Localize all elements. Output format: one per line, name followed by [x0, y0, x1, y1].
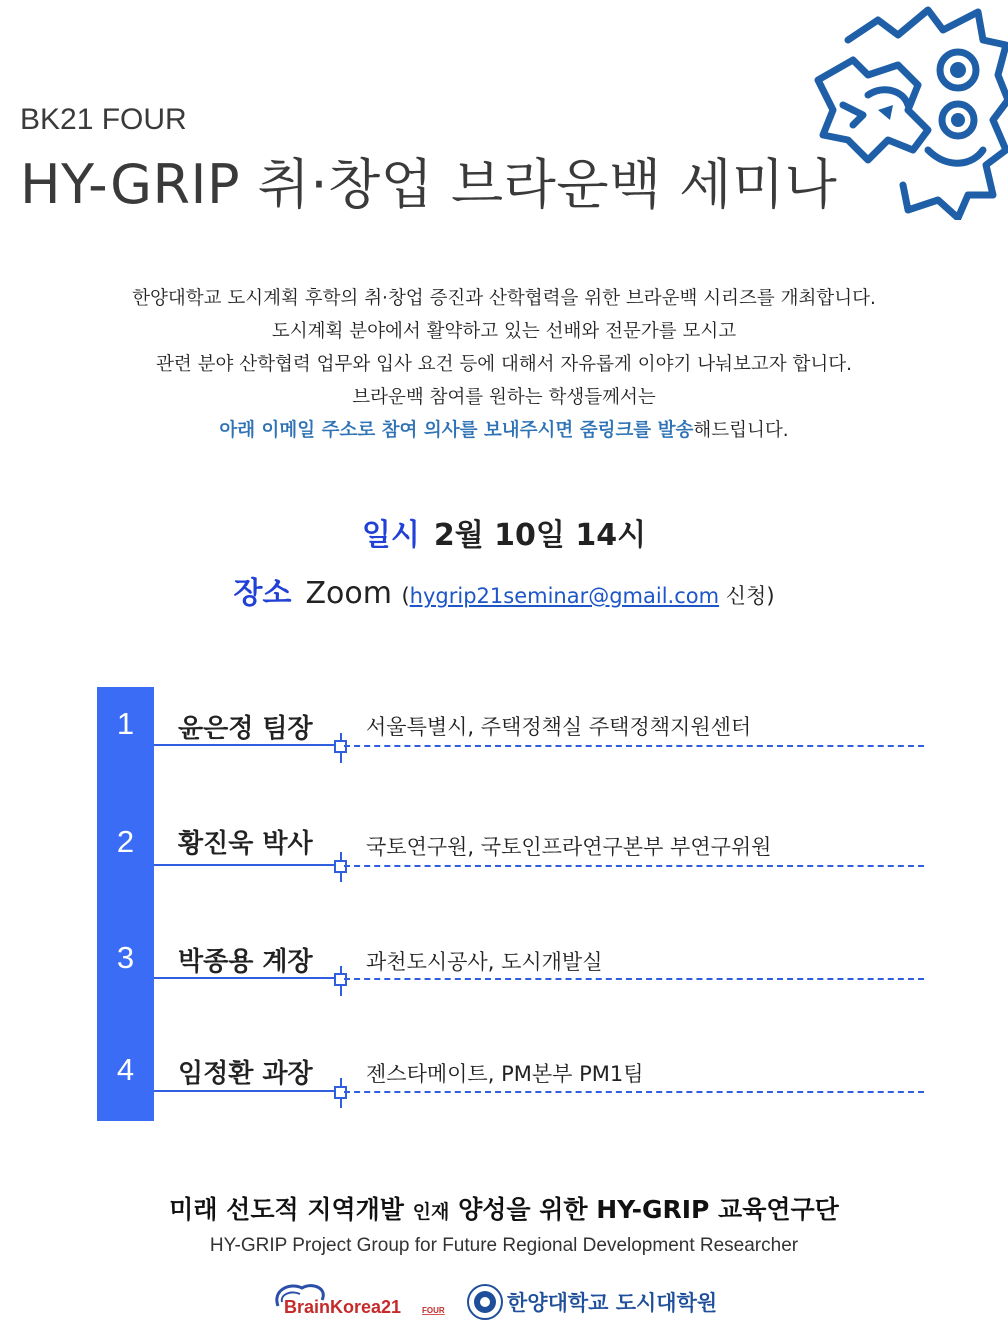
- speaker-org: 과천도시공사, 도시개발실: [366, 950, 603, 974]
- header-subtitle: BK21 FOUR: [20, 103, 187, 136]
- venue-value: Zoom: [305, 576, 392, 611]
- venue-open-paren: (: [401, 584, 410, 608]
- brainkorea-four-text: FOUR: [422, 1306, 445, 1315]
- intro-line: 브라운백 참여를 원하는 학생들께서는: [352, 387, 656, 408]
- intro-line: 관련 분야 산학협력 업무와 입사 요건 등에 대해서 자유롭게 이야기 나눠보고자 합니다.: [155, 354, 853, 375]
- intro-line: [0, 414, 1008, 447]
- speaker-org: 국토연구원, 국토인프라연구본부 부연구위원: [366, 835, 772, 859]
- footer-english: HY-GRIP Project Group for Future Regional Development Researcher: [209, 1235, 799, 1256]
- intro-line: 도시계획 분야에서 활약하고 있는 선배와 전문가를 모시고: [271, 321, 737, 342]
- divider-dashed: [344, 865, 924, 867]
- divider-line: [154, 864, 340, 866]
- date-value: 2월 10일 14시: [433, 518, 647, 553]
- page-title: HY-GRIP 취·창업 브라운백 세미나: [20, 153, 838, 216]
- speaker-number: 3: [116, 940, 135, 975]
- intro-line: 한양대학교 도시계획 후학의 취·창업 증진과 산학협력을 위한 브라운백 시리즈를 개최합니다.: [132, 288, 876, 309]
- lion-mascot-logo: [808, 0, 1008, 220]
- footer-ko-small: 인재: [412, 1201, 450, 1223]
- divider-dashed: [344, 745, 924, 747]
- event-venue: [0, 568, 1008, 612]
- speaker-name: 윤은정 팀장: [178, 714, 313, 744]
- event-date: [0, 510, 1008, 554]
- venue-label: 장소: [233, 576, 292, 611]
- divider-dashed: [344, 1091, 924, 1093]
- date-label: 일시: [361, 518, 420, 553]
- speaker-org: 서울특별시, 주택정책실 주택정책지원센터: [366, 715, 752, 739]
- speaker-org: 젠스타메이트, PM본부 PM1팀: [366, 1062, 644, 1086]
- footer-ko-part2: 양성을 위한 HY-GRIP 교육연구단: [449, 1195, 839, 1224]
- venue-suffix: 신청): [719, 584, 775, 608]
- brainkorea21-logo: [268, 1280, 448, 1324]
- footer-korean: [0, 1190, 1008, 1226]
- email-link[interactable]: hygrip21seminar@gmail.com: [409, 584, 720, 608]
- speaker-name: 박종용 계장: [178, 947, 313, 977]
- speaker-number: 4: [116, 1052, 135, 1087]
- speaker-number: 2: [116, 824, 135, 859]
- divider-line: [154, 744, 340, 746]
- speaker-name: 임정환 과장: [178, 1059, 313, 1089]
- intro-line-end: 해드립니다.: [693, 420, 789, 441]
- brainkorea-text: BrainKorea21: [284, 1297, 402, 1317]
- speaker-number: 1: [116, 706, 135, 741]
- intro-paragraph: [0, 282, 1008, 447]
- hanyang-university-logo: [467, 1280, 727, 1324]
- divider-line: [154, 1090, 340, 1092]
- divider-dashed: [344, 978, 924, 980]
- speaker-name: 황진욱 박사: [178, 829, 313, 859]
- hanyang-logo-text: 한양대학교 도시대학원: [507, 1291, 718, 1315]
- footer-ko-part1: 미래 선도적 지역개발: [169, 1195, 413, 1224]
- divider-line: [154, 977, 340, 979]
- intro-highlight: 아래 이메일 주소로 참여 의사를 보내주시면 줌링크를 발송: [219, 420, 694, 441]
